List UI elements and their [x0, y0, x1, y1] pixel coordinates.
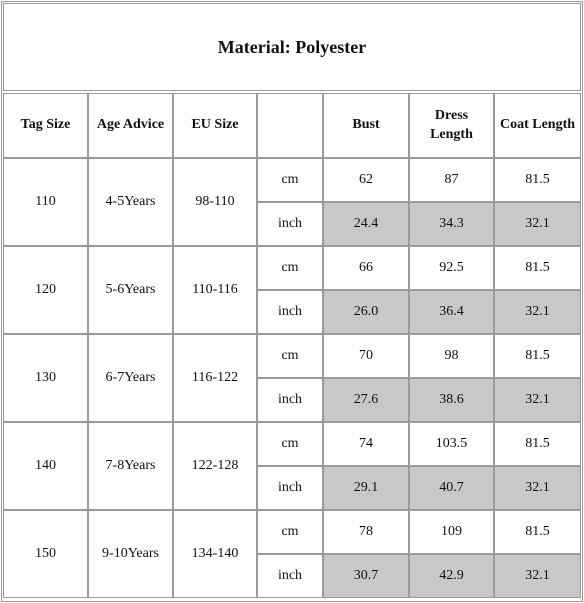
dress-length-inch-cell-text: 34.3 — [439, 215, 464, 231]
coat-length-inch-cell — [494, 202, 581, 246]
dress-length-inch-cell — [409, 466, 494, 510]
eu-size-cell: 122-128 — [173, 422, 257, 510]
coat-length-inch-cell — [494, 554, 581, 598]
unit-inch-cell: inch — [257, 466, 323, 510]
bust-cm-cell: 66 — [323, 246, 409, 290]
dress-length-cm-cell: 87 — [409, 158, 494, 202]
eu-size-cell: 110-116 — [173, 246, 257, 334]
age-advice-cell: 6-7Years — [88, 334, 173, 422]
unit-inch-cell: inch — [257, 202, 323, 246]
coat-length-inch-cell — [494, 378, 581, 422]
bust-inch-cell-text: 29.1 — [353, 479, 379, 495]
header-tag: Tag Size — [3, 93, 88, 158]
bust-inch-cell-text: 30.7 — [353, 567, 379, 583]
unit-cm-cell: cm — [257, 422, 323, 466]
dress-length-cm-cell: 109 — [409, 510, 494, 554]
unit-cm-cell: cm — [257, 158, 323, 202]
bust-inch-cell-text: 26.0 — [353, 303, 379, 319]
coat-length-cm-cell: 81.5 — [494, 158, 581, 202]
bust-cm-cell: 74 — [323, 422, 409, 466]
tag-size-cell: 130 — [3, 334, 88, 422]
age-advice-cell: 5-6Years — [88, 246, 173, 334]
eu-size-cell: 98-110 — [173, 158, 257, 246]
bust-cm-cell: 62 — [323, 158, 409, 202]
header-age: Age Advice — [88, 93, 173, 158]
tag-size-cell: 120 — [3, 246, 88, 334]
coat-length-inch-cell-text: 32.1 — [525, 391, 550, 407]
age-advice-cell: 4-5Years — [88, 158, 173, 246]
dress-length-inch-cell-text: 40.7 — [439, 479, 464, 495]
dress-length-inch-cell — [409, 290, 494, 334]
eu-size-cell: 134-140 — [173, 510, 257, 598]
coat-length-inch-cell — [494, 290, 581, 334]
coat-length-inch-cell-text: 32.1 — [525, 215, 550, 231]
bust-cm-cell: 78 — [323, 510, 409, 554]
bust-inch-cell — [323, 378, 409, 422]
coat-length-cm-cell: 81.5 — [494, 510, 581, 554]
header-bust: Bust — [323, 93, 409, 158]
bust-inch-cell-text: 24.4 — [353, 215, 379, 231]
coat-length-cm-cell: 81.5 — [494, 422, 581, 466]
coat-length-inch-cell-text: 32.1 — [525, 303, 550, 319]
dress-length-inch-cell — [409, 378, 494, 422]
unit-inch-cell: inch — [257, 290, 323, 334]
unit-inch-cell: inch — [257, 554, 323, 598]
header-dress: Dress Length — [409, 93, 494, 158]
dress-length-cm-cell: 103.5 — [409, 422, 494, 466]
dress-length-inch-cell-text: 38.6 — [439, 391, 464, 407]
bust-inch-cell — [323, 290, 409, 334]
age-advice-cell: 9-10Years — [88, 510, 173, 598]
coat-length-inch-cell-text: 32.1 — [525, 567, 550, 583]
eu-size-cell: 116-122 — [173, 334, 257, 422]
unit-inch-cell: inch — [257, 378, 323, 422]
bust-inch-cell — [323, 202, 409, 246]
header-eu: EU Size — [173, 93, 257, 158]
bust-inch-cell — [323, 554, 409, 598]
dress-length-inch-cell-text: 36.4 — [439, 303, 464, 319]
coat-length-cm-cell: 81.5 — [494, 246, 581, 290]
unit-cm-cell: cm — [257, 510, 323, 554]
bust-inch-cell-text: 27.6 — [353, 391, 379, 407]
age-advice-cell: 7-8Years — [88, 422, 173, 510]
tag-size-cell: 140 — [3, 422, 88, 510]
header-unit — [257, 93, 323, 158]
page-title: Material: Polyester — [3, 3, 581, 91]
coat-length-cm-cell: 81.5 — [494, 334, 581, 378]
coat-length-inch-cell-text: 32.1 — [525, 479, 550, 495]
header-coat: Coat Length — [494, 93, 581, 158]
tag-size-cell: 150 — [3, 510, 88, 598]
dress-length-cm-cell: 98 — [409, 334, 494, 378]
unit-cm-cell: cm — [257, 334, 323, 378]
dress-length-inch-cell — [409, 202, 494, 246]
dress-length-cm-cell: 92.5 — [409, 246, 494, 290]
dress-length-inch-cell-text: 42.9 — [439, 567, 464, 583]
coat-length-inch-cell — [494, 466, 581, 510]
bust-cm-cell: 70 — [323, 334, 409, 378]
dress-length-inch-cell — [409, 554, 494, 598]
tag-size-cell: 110 — [3, 158, 88, 246]
bust-inch-cell — [323, 466, 409, 510]
unit-cm-cell: cm — [257, 246, 323, 290]
